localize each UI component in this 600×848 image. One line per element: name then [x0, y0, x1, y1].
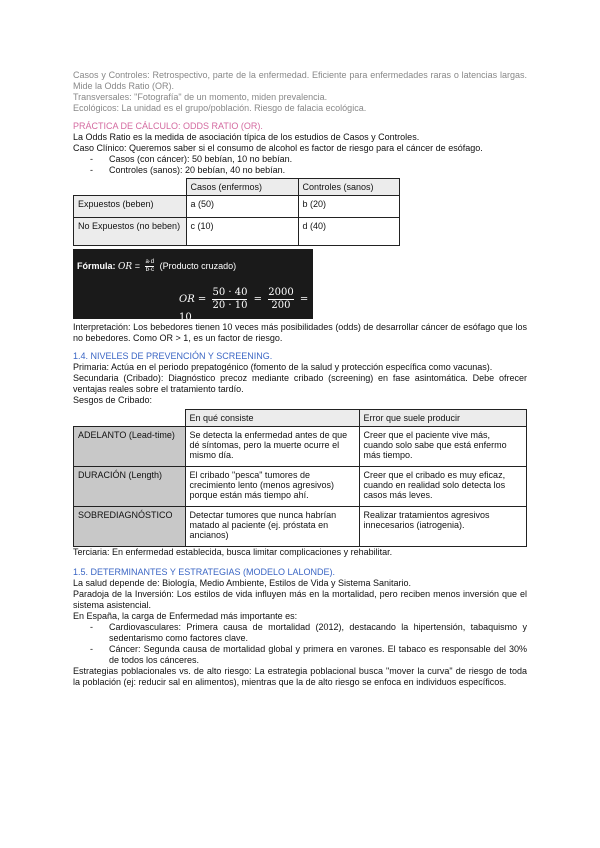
investment-paradox: Paradoja de la Inversión: Los estilos de vida influyen más en la mortalidad, pero reciben menos inversión que el sistema asistencial. [73, 589, 527, 610]
table-row [74, 467, 527, 507]
study-type-ecological: Ecológicos: La unidad es el grupo/población. Riesgo de falacia ecológica. [73, 103, 367, 113]
table-row-label: Expuestos (beben) [74, 196, 187, 218]
study-type-transversal: Transversales: "Fotografía" de un momento, miden prevalencia. [73, 92, 328, 102]
strategies: Estrategias poblacionales vs. de alto riesgo: La estrategia poblacional busca "mover la curva" de riesgo de toda la población (ej: reducir sal en alimentos), mientras que la de alto riesgo se enfoca en individuos específicos. [73, 666, 527, 687]
prevention-terciaria: Terciaria: En enfermedad establecida, busca limitar complicaciones y rehabilitar. [73, 547, 393, 557]
table-row [74, 507, 527, 547]
determinants-p1: La salud depende de: Biología, Medio Ambiente, Estilos de Vida y Sistema Sanitario. [73, 578, 412, 588]
screening-bias-table [73, 409, 527, 547]
table-cell: b (20) [298, 196, 400, 218]
calc-or: OR [179, 294, 195, 305]
table-cell: Creer que el paciente vive más, cuando solo sabe que está enfermo más tiempo. [359, 427, 527, 467]
clinical-case: Caso Clínico: Queremos saber si el consumo de alcohol es factor de riesgo para el cáncer de esófago. [73, 143, 483, 153]
screening-biases-label: Sesgos de Cribado: [73, 395, 153, 405]
odds-ratio-formula-box [73, 249, 313, 323]
calc-result: 10 [179, 312, 192, 323]
table-cell: Creer que el cribado es muy eficaz, cuando en realidad solo detecta los casos más leves. [359, 467, 527, 507]
interpretation: Interpretación: Los bebedores tienen 10 veces más posibilidades (odds) de desarrollar cáncer de esófago que los no bebedores. Como OR > 1, es un factor de riesgo. [73, 322, 527, 343]
formula-denominator: b·c [145, 267, 154, 273]
table-row-label: ADELANTO (Lead-time) [74, 427, 186, 467]
list-item: - Cardiovasculares: Primera causa de mortalidad (2012), destacando la hipertensión, tabaquismo y sedentarismo como factores clave. [73, 622, 527, 644]
contingency-table [73, 178, 400, 246]
table-header-cell: Error que suele producir [359, 410, 527, 427]
prevention-secundaria: Secundaria (Cribado): Diagnóstico precoz mediante cribado (screening) en fase asintomática. Debe ofrecer ventajas reales sobre el tratamiento tardío. [73, 373, 527, 394]
case-bullets [73, 154, 527, 176]
calc-fraction-2 [268, 287, 293, 312]
calc-numerator: 2000 [268, 287, 294, 298]
calc-denominator: 20 · 10 [212, 300, 248, 311]
section-heading-determinants: 1.5. DETERMINANTES Y ESTRATEGIAS (MODELO LALONDE). [73, 567, 336, 577]
formula-label: Fórmula: [77, 260, 116, 271]
table-row-label: No Expuestos (no beben) [74, 218, 187, 246]
table-row [74, 218, 400, 246]
table-row [74, 196, 400, 218]
list-item: - Cáncer: Segunda causa de mortalidad global y primera en varones. El tabaco es responsable del 30% de todos los cánceres. [73, 644, 527, 666]
document-page [73, 70, 527, 688]
table-row-label: DURACIÓN (Length) [74, 467, 186, 507]
burden-intro: En España, la carga de Enfermedad más importante es: [73, 611, 298, 621]
table-cell: Se detecta la enfermedad antes de que dé síntomas, pero la muerte ocurre el mismo día. [185, 427, 359, 467]
formula-calculation: OR = $\frac{50 \cdot 40}{20 \cdot 10}$ = $\frac{2000}{200}$ = 10 [179, 287, 309, 323]
list-item: - Controles (sanos): 20 bebían, 40 no bebían. [73, 165, 527, 176]
table-cell: a (50) [186, 196, 298, 218]
table-header-cell: En qué consiste [185, 410, 359, 427]
section-heading-prevention: 1.4. NIVELES DE PREVENCIÓN Y SCREENING. [73, 351, 273, 361]
table-header-row [74, 410, 527, 427]
formula-note: (Producto cruzado) [159, 260, 237, 271]
formula-numerator: a·d [145, 259, 155, 265]
formula-line: Fórmula: OR = $\frac{a\cdot d}{b\cdot c}$ (Producto cruzado) [77, 259, 237, 273]
table-cell: Realizar tratamientos agresivos innecesarios (iatrogenia). [359, 507, 527, 547]
table-corner-cell [74, 179, 187, 196]
burden-bullets [73, 622, 527, 666]
study-type-case-control: Casos y Controles: Retrospectivo, parte de la enfermedad. Eficiente para enfermedades raras o latencias largas. Mide la Odds Ratio (OR). [73, 70, 527, 91]
table-header-cell: Controles (sanos) [298, 179, 400, 196]
table-cell: Detectar tumores que nunca habrían matado al paciente (ej. próstata en ancianos) [185, 507, 359, 547]
table-corner-cell [74, 410, 186, 427]
list-item: - Casos (con cáncer): 50 bebían, 10 no bebían. [73, 154, 527, 165]
table-header-cell: Casos (enfermos) [186, 179, 298, 196]
table-row-label: SOBREDIAGNÓSTICO [74, 507, 186, 547]
table-cell: d (40) [298, 218, 400, 246]
table-header-row [74, 179, 400, 196]
table-cell: c (10) [186, 218, 298, 246]
calc-numerator: 50 · 40 [212, 287, 248, 298]
calc-denominator: 200 [271, 300, 291, 311]
table-row [74, 427, 527, 467]
prevention-primaria: Primaria: Actúa en el periodo prepatogénico (fomento de la salud y protección específica como vacunas). [73, 362, 493, 372]
formula-or: OR [118, 261, 133, 272]
formula-fraction [145, 259, 154, 274]
calc-fraction-1 [212, 287, 247, 312]
section-heading-odds-ratio: PRÁCTICA DE CÁLCULO: ODDS RATIO (OR). [73, 121, 263, 131]
odds-intro: La Odds Ratio es la medida de asociación típica de los estudios de Casos y Controles. [73, 132, 420, 142]
table-cell: El cribado "pesca" tumores de crecimiento lento (menos agresivos) porque están más tiempo ahí. [185, 467, 359, 507]
